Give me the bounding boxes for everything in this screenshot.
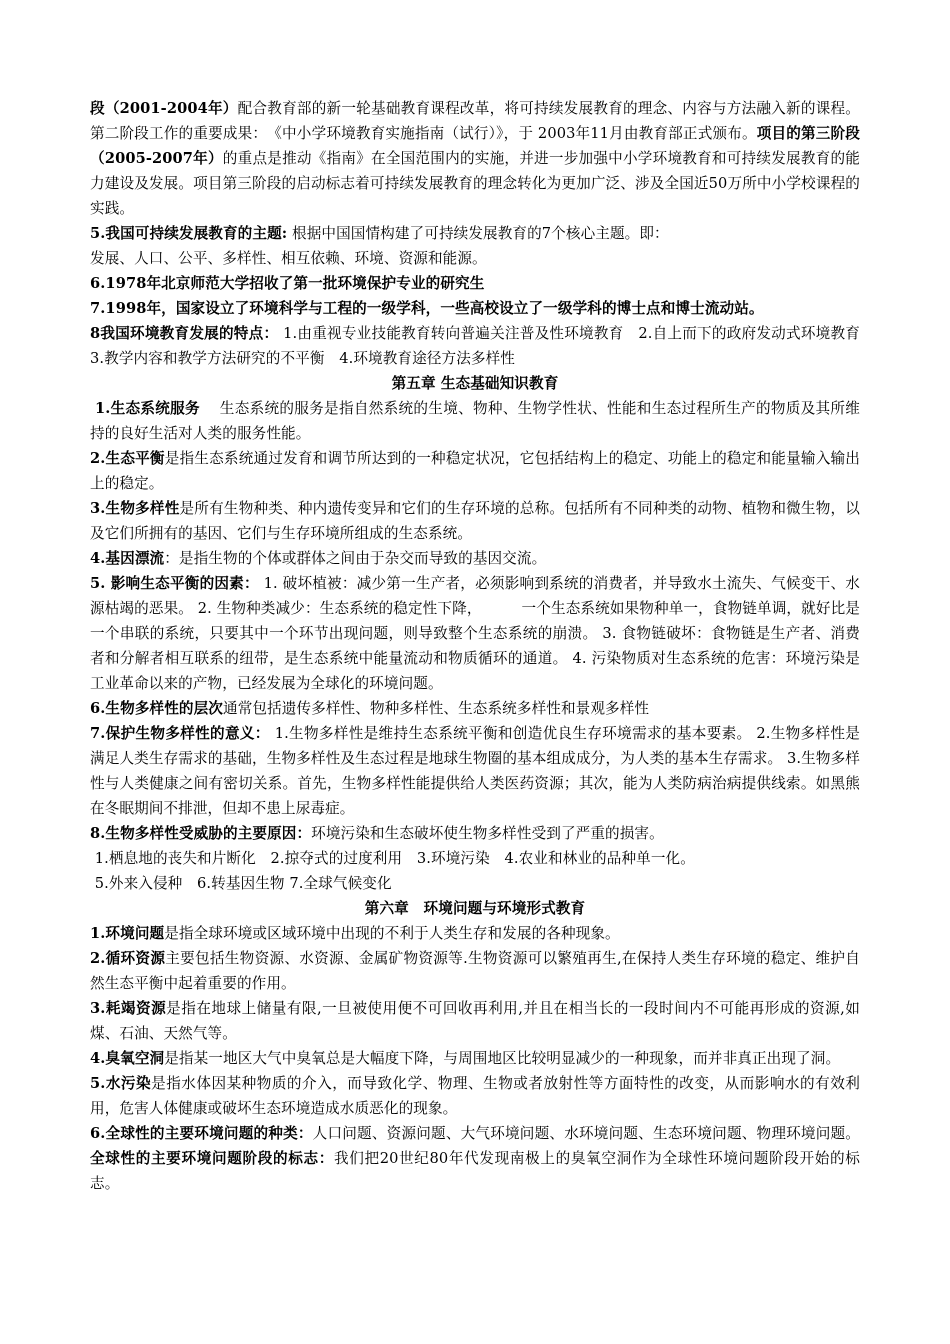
- ch5-item-6-title: 6.生物多样性的层次: [90, 700, 223, 717]
- item-5-list: 发展、人口、公平、多样性、相互依赖、环境、资源和能源。: [90, 250, 487, 267]
- item-6: 6.1978年北京师范大学招收了第一批环境保护专业的研究生: [90, 275, 485, 292]
- ch6-item-2: [90, 946, 860, 996]
- ch5-item-2-text: 是指生态系统通过发育和调节所达到的一种稳定状况，它包括结构上的稳定、功能上的稳定和能量输入输出上的稳定。: [90, 450, 860, 492]
- phase-three-text: 的重点是推动《指南》在全国范围内的实施，并进一步加强中小学环境教育和可持续发展教育的能力建设及发展。项目第三阶段的启动标志着可持续发展教育的理念转化为更加广泛、涉及全国近50万所中小学校课程的实践。: [90, 150, 860, 217]
- ch5-item-5-title: 5. 影响生态平衡的因素：: [90, 575, 259, 592]
- ch5-item-2-title: 2.生态平衡: [90, 450, 165, 467]
- ch5-item-4: [90, 546, 860, 571]
- ch6-item-5: [90, 1071, 860, 1121]
- ch6-item-5-text: 是指水体因某种物质的介入，而导致化学、物理、生物或者放射性等方面特性的改变，从而影响水的有效利用，危害人体健康或破坏生态环境造成水质恶化的现象。: [90, 1075, 860, 1117]
- item-5: [90, 221, 860, 246]
- phase-two-label: 段（2001-2004年）: [90, 100, 238, 117]
- ch6-item-3-text: 是指在地球上储量有限,一旦被使用便不可回收再利用,并且在相当长的一段时间内不可能再形成的资源,如煤、石油、天然气等。: [90, 1000, 860, 1042]
- ch5-item-5: [90, 571, 860, 696]
- document-page: [90, 96, 860, 1196]
- ch6-item-5-title: 5.水污染: [90, 1075, 152, 1092]
- ch6-item-4-title: 4.臭氧空洞: [90, 1050, 165, 1067]
- ch5-item-6: [90, 696, 860, 721]
- ch5-item-7: [90, 721, 860, 821]
- item-7: 7.1998年，国家设立了环境科学与工程的一级学科，一些高校设立了一级学科的博士点和博士流动站。: [90, 300, 764, 317]
- ch5-item-3-text: 是所有生物种类、种内遗传变异和它们的生存环境的总称。包括所有不同种类的动物、植物和微生物，以及它们所拥有的基因、它们与生存环境所组成的生态系统。: [90, 500, 860, 542]
- ch5-item-5-text-b: 一个生态系统如果物种单一，食物链单调，就好比是一个串联的系统，只要其中一个环节出现问题，则导致整个生态系统的崩溃。 3. 食物链破坏：食物链是生产者、消费者和分解者相互联系的纽带，是生态系统中能量流动和物质循环的通道。 4. 污染物质对生态系统的危害：环境污染是工业革命以来的产物，已经发展为全球化的环境问题。: [90, 600, 860, 692]
- ch6-item-6-text-2: 我们把20世纪80年代发现南极上的臭氧空洞作为全球性环境问题阶段开始的标志。: [90, 1150, 860, 1192]
- ch5-item-1-text: 生态系统的服务是指自然系统的生境、物种、生物学性状、性能和生态过程所生产的物质及其所维持的良好生活对人类的服务性能。: [90, 400, 860, 442]
- ch6-item-4-text: 是指某一地区大气中臭氧总是大幅度下降，与周围地区比较明显减少的一种现象，而并非真正出现了洞。: [164, 1050, 841, 1067]
- ch5-item-5-text-a: 1. 破坏植被：减少第一生产者，必须影响到系统的消费者，并导致水土流失、气候变干、水源枯竭的恶果。 2. 生物种类减少：生态系统的稳定性下降，: [90, 575, 860, 617]
- ch5-item-8-list-2-text: 5.外来入侵种 6.转基因生物 7.全球气候变化: [94, 875, 392, 892]
- ch6-item-6-title-2: 全球性的主要环境问题阶段的标志：: [90, 1150, 334, 1167]
- phase-three-label: 项目的第三阶段（2005-2007年）: [90, 125, 861, 167]
- ch5-item-3: [90, 496, 860, 546]
- ch6-item-6: [90, 1121, 860, 1196]
- ch6-item-2-title: 2.循环资源: [90, 950, 166, 967]
- ch6-item-4: [90, 1046, 860, 1071]
- item-8: [90, 321, 860, 371]
- item-8-title: 8我国环境教育发展的特点：: [90, 325, 279, 342]
- chapter-6-heading: 第六章 环境问题与环境形式教育: [364, 900, 586, 917]
- ch5-item-1-title: 1.生态系统服务: [94, 400, 200, 417]
- chapter-5-heading: 第五章 生态基础知识教育: [391, 375, 559, 392]
- ch6-item-3-title: 3.耗竭资源: [90, 1000, 167, 1017]
- ch5-item-8-list-2: [90, 871, 860, 896]
- ch5-item-8-text: 环境污染和生态破坏使生物多样性受到了严重的损害。: [311, 825, 664, 842]
- ch5-item-8: [90, 821, 860, 846]
- item-5-text: 根据中国国情构建了可持续发展教育的7个核心主题。即：: [292, 225, 669, 242]
- item-8-text: 1.由重视专业技能教育转向普遍关注普及性环境教育 2.自上而下的政府发动式环境教育 3.教学内容和教学方法研究的不平衡 4.环境教育途径方法多样性: [90, 325, 860, 367]
- ch5-item-4-title: 4.基因漂流: [90, 550, 165, 567]
- ch5-item-3-title: 3.生物多样性: [90, 500, 180, 517]
- ch5-item-7-title: 7.保护生物多样性的意义：: [90, 725, 270, 742]
- ch6-item-1: [90, 921, 860, 946]
- ch6-item-3: [90, 996, 860, 1046]
- ch5-item-8-title: 8.生物多样性受威胁的主要原因：: [90, 825, 312, 842]
- item-5-title: 5.我国可持续发展教育的主题:: [90, 225, 288, 242]
- ch5-item-8-list-1: [90, 846, 860, 871]
- phase-two-text: 配合教育部的新一轮基础教育课程改革，将可持续发展教育的理念、内容与方法融入新的课程。第二阶段工作的重要成果： 《中小学环境教育实施指南（试行）》，于 2003年11月由教育部正式颁布。: [90, 100, 860, 142]
- ch6-item-1-text: 是指全球环境或区域环境中出现的不利于人类生存和发展的各种现象。: [164, 925, 620, 942]
- ch6-item-6-text: 人口问题、资源问题、大气环境问题、水环境问题、生态环境问题、物理环境问题。: [312, 1125, 860, 1142]
- intro-paragraph: [90, 96, 860, 221]
- ch5-item-8-list-1-text: 1.栖息地的丧失和片断化 2.掠夺式的过度利用 3.环境污染 4.农业和林业的品种单一化。: [94, 850, 695, 867]
- ch6-item-6-title: 6.全球性的主要环境问题的种类：: [90, 1125, 313, 1142]
- ch5-item-6-text: 通常包括遗传多样性、物种多样性、生态系统多样性和景观多样性: [223, 700, 650, 717]
- ch5-item-2: [90, 446, 860, 496]
- ch6-item-1-title: 1.环境问题: [90, 925, 165, 942]
- ch5-item-4-text: ：是指生物的个体或群体之间由于杂交而导致的基因交流。: [164, 550, 547, 567]
- ch5-item-7-text: 1.生物多样性是维持生态系统平衡和创造优良生存环境需求的基本要素。 2.生物多样性是满足人类生存需求的基础，生物多样性及生态过程是地球生物圈的基本组成成分，为人类的基本生存需求。 3.生物多样性与人类健康之间有密切关系。首先，生物多样性能提供给人类医药资源；其次，能为人类防病治病提供线索。如黑熊在冬眠期间不排泄，但却不患上尿毒症。: [90, 725, 860, 817]
- ch6-item-2-text: 主要包括生物资源、水资源、金属矿物资源等.生物资源可以繁殖再生,在保持人类生存环境的稳定、维护自然生态平衡中起着重要的作用。: [90, 950, 860, 992]
- ch5-item-1: [90, 396, 860, 446]
